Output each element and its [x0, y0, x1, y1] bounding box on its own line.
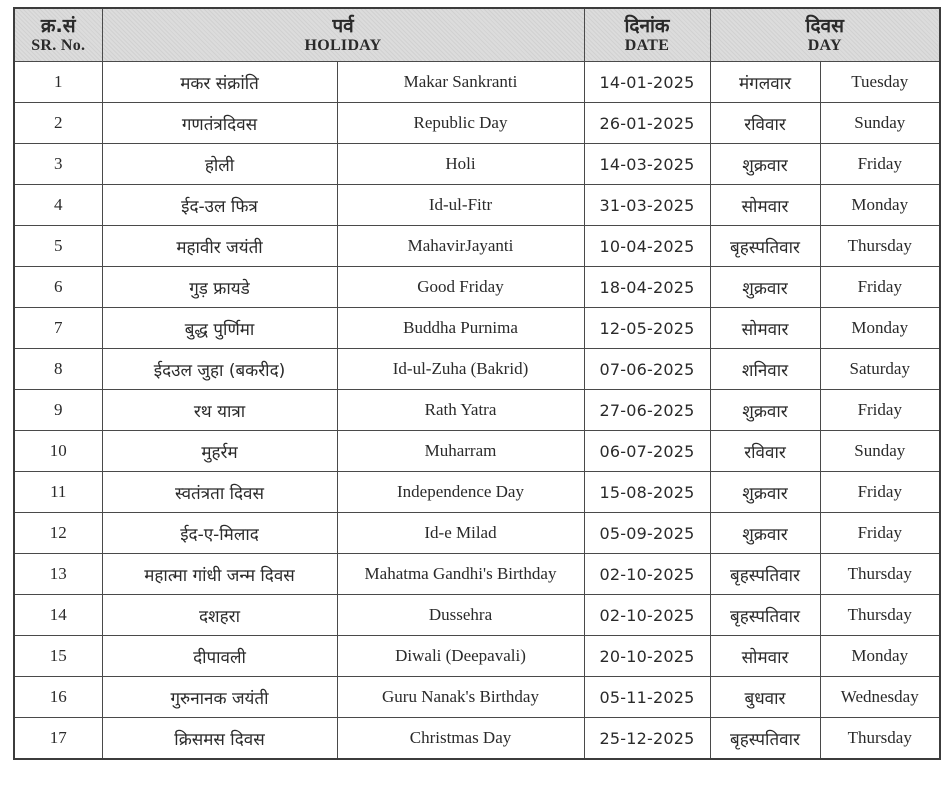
- day-english-cell: Tuesday: [820, 62, 940, 103]
- day-hindi-cell: सोमवार: [710, 636, 820, 677]
- date-cell: 14-03-2025: [584, 144, 710, 185]
- day-english-cell: Thursday: [820, 226, 940, 267]
- day-hindi-cell: बृहस्पतिवार: [710, 554, 820, 595]
- holiday-name-hindi-cell: रथ यात्रा: [102, 390, 337, 431]
- holiday-name-english-cell: Muharram: [337, 431, 584, 472]
- day-english-cell: Thursday: [820, 554, 940, 595]
- date-cell: 12-05-2025: [584, 308, 710, 349]
- date-cell: 27-06-2025: [584, 390, 710, 431]
- table-row: [14, 185, 940, 226]
- sr-no-cell: 15: [14, 636, 102, 677]
- holiday-name-hindi-cell: ईदउल जुहा (बकरीद): [102, 349, 337, 390]
- header-holiday: [102, 8, 584, 62]
- day-hindi-cell: शुक्रवार: [710, 472, 820, 513]
- table-row: [14, 472, 940, 513]
- header-day-english: DAY: [807, 36, 842, 54]
- holiday-name-english-cell: Christmas Day: [337, 718, 584, 760]
- table-row: [14, 431, 940, 472]
- sr-no-cell: 3: [14, 144, 102, 185]
- day-hindi-cell: शुक्रवार: [710, 390, 820, 431]
- holiday-name-english-cell: Guru Nanak's Birthday: [337, 677, 584, 718]
- sr-no-cell: 16: [14, 677, 102, 718]
- holiday-name-english-cell: Dussehra: [337, 595, 584, 636]
- sr-no-cell: 12: [14, 513, 102, 554]
- holiday-name-english-cell: Diwali (Deepavali): [337, 636, 584, 677]
- holiday-name-english-cell: Id-ul-Fitr: [337, 185, 584, 226]
- holiday-name-hindi-cell: होली: [102, 144, 337, 185]
- day-english-cell: Friday: [820, 267, 940, 308]
- sr-no-cell: 17: [14, 718, 102, 760]
- sr-no-cell: 14: [14, 595, 102, 636]
- date-cell: 18-04-2025: [584, 267, 710, 308]
- sr-no-cell: 2: [14, 103, 102, 144]
- header-day-hindi: दिवस: [805, 14, 844, 37]
- day-english-cell: Friday: [820, 513, 940, 554]
- holiday-list-sheet: [13, 7, 939, 775]
- holiday-table: [13, 7, 941, 760]
- holiday-name-hindi-cell: बुद्ध पुर्णिमा: [102, 308, 337, 349]
- header-sr-english: SR. No.: [31, 36, 86, 54]
- holiday-name-english-cell: Good Friday: [337, 267, 584, 308]
- holiday-name-english-cell: Independence Day: [337, 472, 584, 513]
- sr-no-cell: 11: [14, 472, 102, 513]
- sr-no-cell: 5: [14, 226, 102, 267]
- holiday-name-english-cell: Id-e Milad: [337, 513, 584, 554]
- date-cell: 26-01-2025: [584, 103, 710, 144]
- table-row: [14, 554, 940, 595]
- holiday-name-english-cell: MahavirJayanti: [337, 226, 584, 267]
- sr-no-cell: 7: [14, 308, 102, 349]
- table-row: [14, 226, 940, 267]
- header-sr-hindi: क्र.सं: [40, 14, 76, 37]
- holiday-name-hindi-cell: दीपावली: [102, 636, 337, 677]
- day-hindi-cell: शुक्रवार: [710, 267, 820, 308]
- header-day: [710, 8, 940, 62]
- date-cell: 14-01-2025: [584, 62, 710, 103]
- header-date: [584, 8, 710, 62]
- day-hindi-cell: बृहस्पतिवार: [710, 595, 820, 636]
- holiday-name-hindi-cell: महावीर जयंती: [102, 226, 337, 267]
- header-sr-no: [14, 8, 102, 62]
- holiday-name-hindi-cell: दशहरा: [102, 595, 337, 636]
- day-hindi-cell: बुधवार: [710, 677, 820, 718]
- day-hindi-cell: बृहस्पतिवार: [710, 718, 820, 760]
- date-cell: 02-10-2025: [584, 595, 710, 636]
- date-cell: 31-03-2025: [584, 185, 710, 226]
- table-row: [14, 308, 940, 349]
- table-row: [14, 390, 940, 431]
- header-row: [14, 8, 940, 62]
- date-cell: 05-09-2025: [584, 513, 710, 554]
- day-english-cell: Monday: [820, 308, 940, 349]
- holiday-name-hindi-cell: स्वतंत्रता दिवस: [102, 472, 337, 513]
- date-cell: 25-12-2025: [584, 718, 710, 760]
- day-english-cell: Sunday: [820, 431, 940, 472]
- table-row: [14, 718, 940, 760]
- day-english-cell: Sunday: [820, 103, 940, 144]
- day-hindi-cell: शनिवार: [710, 349, 820, 390]
- date-cell: 05-11-2025: [584, 677, 710, 718]
- table-body: [14, 62, 940, 760]
- day-english-cell: Monday: [820, 636, 940, 677]
- date-cell: 07-06-2025: [584, 349, 710, 390]
- table-row: [14, 513, 940, 554]
- holiday-name-hindi-cell: महात्मा गांधी जन्म दिवस: [102, 554, 337, 595]
- header-date-hindi: दिनांक: [624, 14, 670, 37]
- table-row: [14, 349, 940, 390]
- header-holiday-hindi: पर्व: [332, 14, 354, 37]
- table-row: [14, 636, 940, 677]
- holiday-name-hindi-cell: क्रिसमस दिवस: [102, 718, 337, 760]
- table-row: [14, 267, 940, 308]
- date-cell: 10-04-2025: [584, 226, 710, 267]
- sr-no-cell: 6: [14, 267, 102, 308]
- day-hindi-cell: मंगलवार: [710, 62, 820, 103]
- day-english-cell: Thursday: [820, 718, 940, 760]
- date-cell: 06-07-2025: [584, 431, 710, 472]
- sr-no-cell: 8: [14, 349, 102, 390]
- table-row: [14, 144, 940, 185]
- holiday-name-english-cell: Holi: [337, 144, 584, 185]
- day-hindi-cell: रविवार: [710, 103, 820, 144]
- day-hindi-cell: शुक्रवार: [710, 144, 820, 185]
- holiday-name-hindi-cell: गुरुनानक जयंती: [102, 677, 337, 718]
- date-cell: 02-10-2025: [584, 554, 710, 595]
- day-english-cell: Friday: [820, 144, 940, 185]
- day-hindi-cell: सोमवार: [710, 308, 820, 349]
- holiday-name-hindi-cell: ईद-उल फित्र: [102, 185, 337, 226]
- day-hindi-cell: बृहस्पतिवार: [710, 226, 820, 267]
- table-header: [14, 8, 940, 62]
- holiday-name-english-cell: Rath Yatra: [337, 390, 584, 431]
- holiday-name-english-cell: Buddha Purnima: [337, 308, 584, 349]
- sr-no-cell: 4: [14, 185, 102, 226]
- table-row: [14, 103, 940, 144]
- day-english-cell: Saturday: [820, 349, 940, 390]
- date-cell: 15-08-2025: [584, 472, 710, 513]
- day-english-cell: Wednesday: [820, 677, 940, 718]
- table-row: [14, 677, 940, 718]
- sr-no-cell: 13: [14, 554, 102, 595]
- day-english-cell: Thursday: [820, 595, 940, 636]
- sr-no-cell: 9: [14, 390, 102, 431]
- holiday-name-english-cell: Mahatma Gandhi's Birthday: [337, 554, 584, 595]
- day-hindi-cell: शुक्रवार: [710, 513, 820, 554]
- day-english-cell: Friday: [820, 390, 940, 431]
- holiday-name-hindi-cell: गणतंत्रदिवस: [102, 103, 337, 144]
- holiday-name-english-cell: Makar Sankranti: [337, 62, 584, 103]
- table-row: [14, 595, 940, 636]
- holiday-name-hindi-cell: मुहर्रम: [102, 431, 337, 472]
- sr-no-cell: 1: [14, 62, 102, 103]
- date-cell: 20-10-2025: [584, 636, 710, 677]
- day-english-cell: Friday: [820, 472, 940, 513]
- holiday-name-hindi-cell: ईद-ए-मिलाद: [102, 513, 337, 554]
- holiday-name-english-cell: Republic Day: [337, 103, 584, 144]
- day-hindi-cell: सोमवार: [710, 185, 820, 226]
- holiday-name-hindi-cell: गुड़ फ्रायडे: [102, 267, 337, 308]
- holiday-name-hindi-cell: मकर संक्रांति: [102, 62, 337, 103]
- holiday-name-english-cell: Id-ul-Zuha (Bakrid): [337, 349, 584, 390]
- header-date-english: DATE: [624, 36, 670, 54]
- header-holiday-english: HOLIDAY: [304, 36, 382, 54]
- sr-no-cell: 10: [14, 431, 102, 472]
- day-english-cell: Monday: [820, 185, 940, 226]
- day-hindi-cell: रविवार: [710, 431, 820, 472]
- table-row: [14, 62, 940, 103]
